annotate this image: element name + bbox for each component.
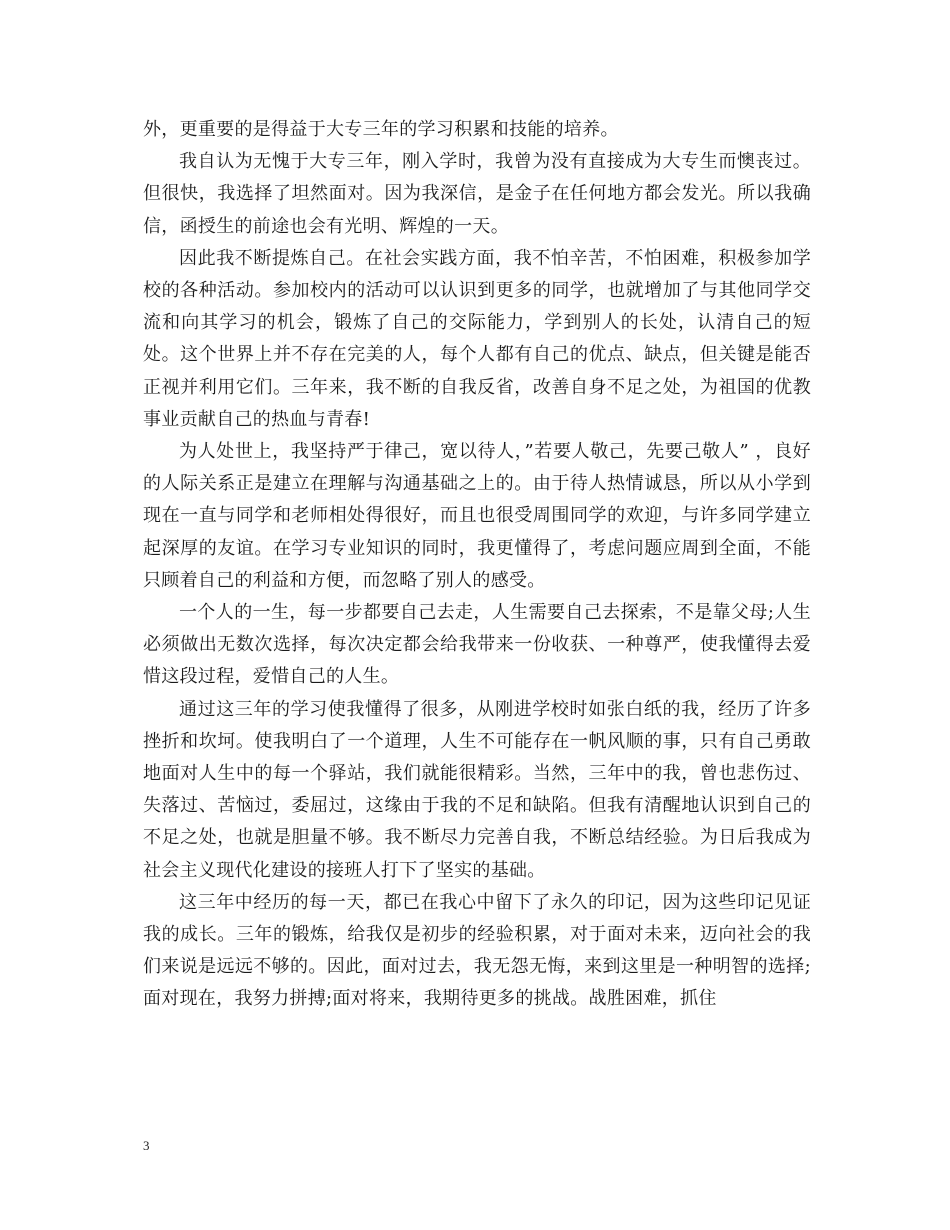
page-number: 3 [143,1138,150,1153]
paragraph-3: 因此我不断提炼自己。在社会实践方面，我不怕辛苦，不怕困难，积极参加学校的各种活动。参加校内的活动可以认识到更多的同学，也就增加了与其他同学交流和向其学习的机会，锻炼了自己的交际能力，学到别人的长处，认清自己的短处。这个世界上并不存在完美的人，每个人都有自己的优点、缺点，但关键是能否正视并利用它们。三年来，我不断的自我反省，改善自身不足之处，为祖国的优教事业贡献自己的热血与青春! [143,247,811,430]
paragraph-2: 我自认为无愧于大专三年，刚入学时，我曾为没有直接成为大专生而懊丧过。但很快，我选择了坦然面对。因为我深信，是金子在任何地方都会发光。所以我确信，函授生的前途也会有光明、辉煌的一天。 [143,151,811,237]
paragraph-4: 为人处世上，我坚持严于律己，宽以待人，”若要人敬己，先要己敬人” ，良好的人际关系正是建立在理解与沟通基础之上的。由于待人热情诚恳，所以从小学到现在一直与同学和老师相处得很好，而且也很受周围同学的欢迎，与许多同学建立起深厚的友谊。在学习专业知识的同时，我更懂得了，考虑问题应周到全面，不能只顾着自己的利益和方便，而忽略了别人的感受。 [143,441,811,591]
document-body [143,114,811,1016]
paragraph-6: 通过这三年的学习使我懂得了很多，从刚进学校时如张白纸的我，经历了许多挫折和坎坷。使我明白了一个道理，人生不可能存在一帆风顺的事，只有自己勇敢地面对人生中的每一个驿站，我们就能很精彩。当然，三年中的我，曾也悲伤过、失落过、苦恼过，委屈过，这缘由于我的不足和缺陷。但我有清醒地认识到自己的不足之处，也就是胆量不够。我不断尽力完善自我，不断总结经验。为日后我成为社会主义现代化建设的接班人打下了坚实的基础。 [143,698,811,881]
paragraph-7: 这三年中经历的每一天，都已在我心中留下了永久的印记，因为这些印记见证我的成长。三年的锻炼，给我仅是初步的经验积累，对于面对未来，迈向社会的我们来说是远远不够的。因此，面对过去，我无怨无悔，来到这里是一种明智的选择;面对现在，我努力拼搏;面对将来，我期待更多的挑战。战胜困难，抓住 [143,891,811,1010]
paragraph-5: 一个人的一生，每一步都要自己去走，人生需要自己去探索，不是靠父母;人生必须做出无数次选择，每次决定都会给我带来一份收获、一种尊严，使我懂得去爱惜这段过程，爱惜自己的人生。 [143,602,811,688]
paragraph-1: 外，更重要的是得益于大专三年的学习积累和技能的培养。 [143,119,619,140]
